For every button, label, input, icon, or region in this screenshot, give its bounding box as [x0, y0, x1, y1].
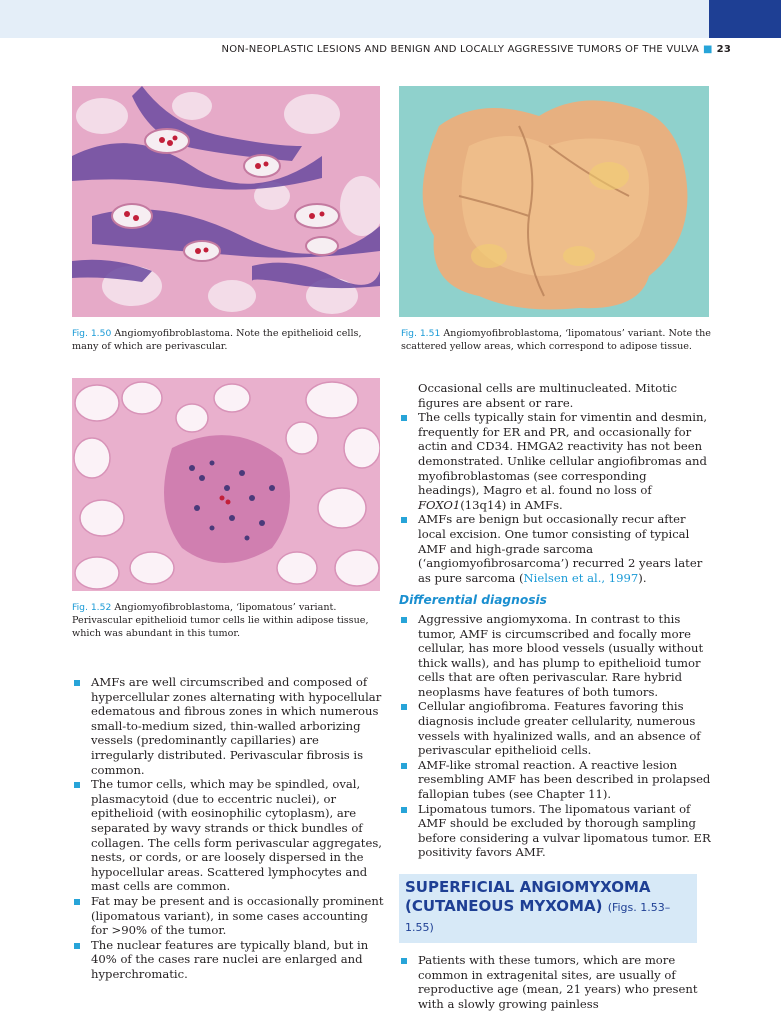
separator-bullet: ■ [703, 44, 713, 55]
figure-1-51-image [399, 86, 709, 317]
list-item [399, 410, 711, 512]
figure-label: Fig. 1.51 [401, 328, 441, 339]
chapter-tab [709, 0, 781, 38]
text-segment: The cells typically stain for vimentin and desmin, frequently for ER and PR, and occasionally for actin and CD34. HMGA2 reactivity has not been demonstrated. Unlike cellular angiofibromas and myofibroblastomas (see corresponding headings), Magro et al. found no loss of [418, 410, 708, 498]
list-item: Patients with these tumors, which are more common in extragenital sites, are usually of reproductive age (mean, 21 years) who present with a slowly growing painless [399, 953, 711, 1011]
figure-1-51-caption [401, 327, 711, 353]
figure-label: Fig. 1.50 [72, 328, 112, 339]
gene-name: FOXO1 [418, 497, 461, 512]
continuation-text: Occasional cells are multinucleated. Mitotic figures are absent or rare. [418, 381, 678, 410]
text-segment: ). [638, 570, 647, 585]
left-column [72, 675, 384, 981]
list-item: AMF-like stromal reaction. A reactive lesion resembling AMF has been described in prolapsed fallopian tubes (see Chapter 11). [399, 758, 711, 802]
figure-1-50-caption [72, 327, 382, 353]
header-band [0, 0, 781, 38]
feature-bullets [72, 675, 384, 981]
list-item [399, 512, 711, 585]
citation-link[interactable]: Nielsen et al., 1997 [523, 570, 639, 585]
caption-text: Angiomyofibroblastoma. Note the epithelioid cells, many of which are perivascular. [72, 328, 362, 352]
section-heading [399, 874, 697, 943]
running-head [0, 44, 731, 55]
figure-1-52-image [72, 378, 380, 591]
differential-diagnosis-heading: Differential diagnosis [399, 593, 547, 608]
feature-bullets-continued [399, 410, 711, 585]
list-item: AMFs are well circumscribed and composed of hypercellular zones alternating with hypocellular edematous and fibrous zones in which numerous small-to-medium sized, thin-walled arborizing vessels (predominantly capillaries) are irregularly distributed. Perivascular fibrosis is common. [72, 675, 384, 777]
text-segment: (13q14) in AMFs. [460, 497, 563, 512]
figure-1-50-image [72, 86, 380, 317]
list-item: Fat may be present and is occasionally prominent (lipomatous variant), in some cases accounting for >90% of the tumor. [72, 894, 384, 938]
section-title-line1: SUPERFICIAL ANGIOMYXOMA [405, 878, 651, 896]
page-number: 23 [716, 44, 731, 55]
text-segment: AMFs are benign but occasionally recur after local excision. One tumor consisting of typical AMF and high-grade sarcoma (‘angiomyofibrosarcoma’) recurred 2 years later as pure sarcoma ( [418, 512, 703, 585]
list-item: Cellular angiofibroma. Features favoring this diagnosis include greater cellularity, numerous vessels with hyalinized walls, and an absence of perivascular epithelioid cells. [399, 699, 711, 757]
differential-bullets [399, 612, 711, 860]
figure-reference-link[interactable]: (Figs. 1.53–1.55) [405, 901, 671, 934]
section-title-line2 [405, 897, 691, 937]
list-item: The tumor cells, which may be spindled, oval, plasmacytoid (due to eccentric nuclei), or epithelioid (with eosinophilic cytoplasm), are separated by wavy strands or thick bundles of collagen. The cells form perivascular aggregates, nests, or cords, or are loosely dispersed in the hypocellular areas. Scattered lymphocytes and mast cells are common. [72, 777, 384, 894]
caption-text: Angiomyofibroblastoma, ‘lipomatous’ variant. Note the scattered yellow areas, which correspond to adipose tissue. [401, 328, 711, 352]
right-column [399, 381, 711, 1011]
figure-1-52-caption [72, 601, 382, 640]
running-title: NON-NEOPLASTIC LESIONS AND BENIGN AND LOCALLY AGGRESSIVE TUMORS OF THE VULVA [221, 44, 700, 55]
list-item: The nuclear features are typically bland, but in 40% of the cases rare nuclei are enlarged and hyperchromatic. [72, 938, 384, 982]
list-item: Aggressive angiomyxoma. In contrast to this tumor, AMF is circumscribed and focally more cellular, has more blood vessels (usually without thick walls), and has plump to epithelioid tumor cells that are often perivascular. Rare hybrid neoplasms have features of both tumors. [399, 612, 711, 700]
section-title-text: (CUTANEOUS MYXOMA) [405, 897, 603, 915]
list-item: Lipomatous tumors. The lipomatous variant of AMF should be excluded by thorough sampling before considering a vulvar lipomatous tumor. ER positivity favors AMF. [399, 802, 711, 860]
section-bullets [399, 953, 711, 1011]
caption-text: Angiomyofibroblastoma, ‘lipomatous’ variant. Perivascular epithelioid tumor cells lie within adipose tissue, which was abundant in this tumor. [72, 602, 369, 639]
figure-label: Fig. 1.52 [72, 602, 112, 613]
